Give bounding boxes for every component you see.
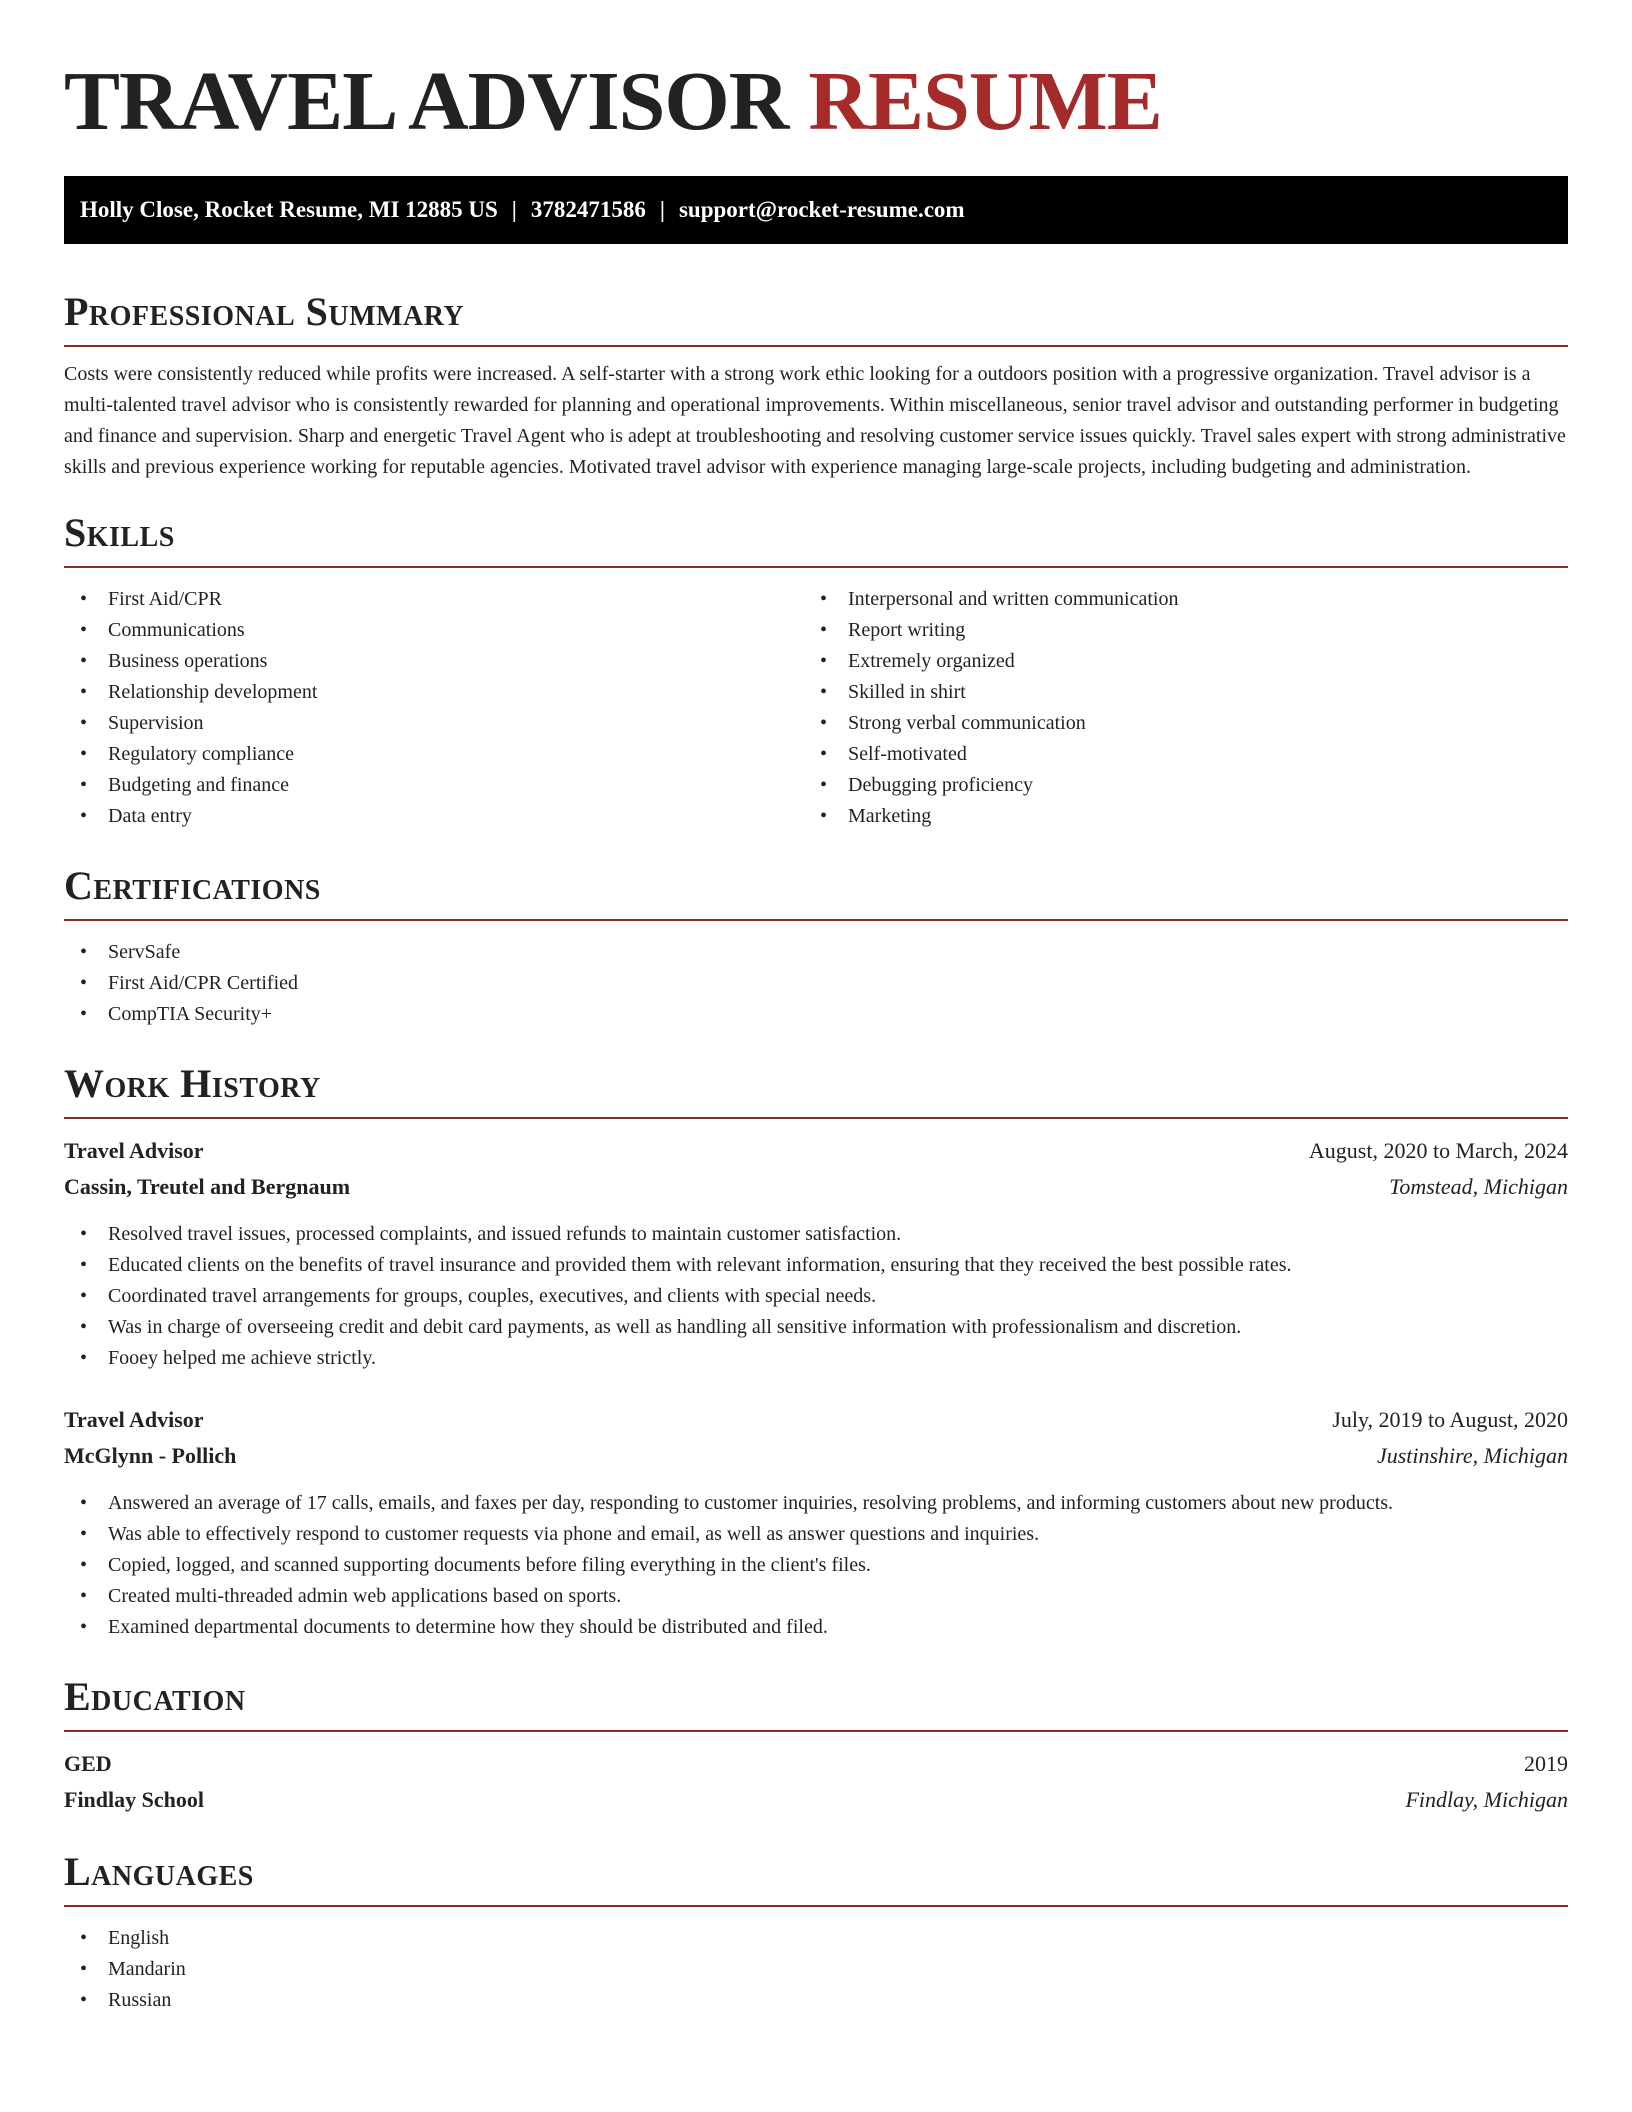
list-item: • CompTIA Security+ xyxy=(64,999,1568,1030)
list-item: • Business operations xyxy=(64,646,804,677)
title-accent: RESUME xyxy=(808,55,1162,148)
education-degree: GED xyxy=(64,1751,112,1776)
section-divider xyxy=(64,1730,1568,1732)
list-item: • Coordinated travel arrangements for groups, couples, executives, and clients with special needs. xyxy=(64,1281,1568,1312)
summary-section xyxy=(64,284,1568,483)
title-main: TRAVEL ADVISOR xyxy=(64,55,789,148)
skills-list-right xyxy=(804,584,1544,832)
list-item: • Examined departmental documents to determine how they should be distributed and filed. xyxy=(64,1612,1568,1643)
contact-bar xyxy=(64,176,1568,244)
list-item: • Strong verbal communication xyxy=(804,708,1544,739)
resume-content xyxy=(64,0,1568,2016)
section-heading: Skills xyxy=(64,510,175,555)
contact-separator: | xyxy=(659,197,665,222)
certifications-list xyxy=(64,937,1568,1030)
education-school-row xyxy=(64,1782,1568,1818)
list-item: • Educated clients on the benefits of travel insurance and provided them with relevant information, ensuring that they received the best possible rates. xyxy=(64,1250,1568,1281)
contact-separator: | xyxy=(511,197,517,222)
section-divider xyxy=(64,1117,1568,1119)
work-history-section xyxy=(64,1056,1568,1643)
job-entry xyxy=(64,1133,1568,1374)
certifications-section xyxy=(64,858,1568,1030)
list-item: • Self-motivated xyxy=(804,739,1544,770)
job-entry xyxy=(64,1402,1568,1643)
list-item: • English xyxy=(64,1923,1568,1954)
list-item: • Communications xyxy=(64,615,804,646)
education-entry xyxy=(64,1746,1568,1818)
list-item: • Resolved travel issues, processed complaints, and issued refunds to maintain customer satisfaction. xyxy=(64,1219,1568,1250)
list-item: • Fooey helped me achieve strictly. xyxy=(64,1343,1568,1374)
list-item: • ServSafe xyxy=(64,937,1568,968)
section-heading: Languages xyxy=(64,1849,254,1894)
list-item: • Created multi-threaded admin web applications based on sports. xyxy=(64,1581,1568,1612)
list-item: • Debugging proficiency xyxy=(804,770,1544,801)
list-item: • Answered an average of 17 calls, emails, and faxes per day, responding to customer inquiries, resolving problems, and informing customers about new products. xyxy=(64,1488,1568,1519)
education-school: Findlay School xyxy=(64,1787,204,1812)
section-heading: Certifications xyxy=(64,863,321,908)
list-item: • Report writing xyxy=(804,615,1544,646)
summary-text: Costs were consistently reduced while profits were increased. A self-starter with a strong work ethic looking for a outdoors position with a progressive organization. Travel advisor is a multi-talented travel advisor who is consistently rewarded for planning and operational improvements. Within miscellaneous, senior travel advisor and outstanding performer in budgeting and finance and supervision. Sharp and energetic Travel Agent who is adept at troubleshooting and resolving customer service issues quickly. Travel sales expert with strong administrative skills and previous experience working for reputable agencies. Motivated travel advisor with experience managing large-scale projects, including budgeting and administration. xyxy=(64,363,1566,478)
education-year: 2019 xyxy=(1524,1751,1568,1776)
list-item: • Extremely organized xyxy=(804,646,1544,677)
job-header-row xyxy=(64,1402,1568,1438)
job-dates: August, 2020 to March, 2024 xyxy=(1308,1138,1568,1163)
job-location: Justinshire, Michigan xyxy=(1376,1443,1568,1468)
job-company: Cassin, Treutel and Bergnaum xyxy=(64,1174,351,1199)
list-item: • Interpersonal and written communication xyxy=(804,584,1544,615)
job-bullets xyxy=(64,1488,1568,1643)
job-header-row xyxy=(64,1133,1568,1169)
list-item: • Relationship development xyxy=(64,677,804,708)
education-section xyxy=(64,1669,1568,1818)
job-title: Travel Advisor xyxy=(64,1138,204,1163)
list-item: • Mandarin xyxy=(64,1954,1568,1985)
section-divider xyxy=(64,919,1568,921)
job-location: Tomstead, Michigan xyxy=(1389,1174,1568,1199)
job-dates: July, 2019 to August, 2020 xyxy=(1332,1407,1568,1432)
section-divider xyxy=(64,345,1568,347)
languages-section xyxy=(64,1844,1568,2016)
section-divider xyxy=(64,566,1568,568)
skills-list-left xyxy=(64,584,804,832)
job-company-row xyxy=(64,1438,1568,1474)
list-item: • Skilled in shirt xyxy=(804,677,1544,708)
list-item: • Was able to effectively respond to customer requests via phone and email, as well as answer questions and inquiries. xyxy=(64,1519,1568,1550)
list-item: • Regulatory compliance xyxy=(64,739,804,770)
education-location: Findlay, Michigan xyxy=(1405,1787,1568,1812)
list-item: • Supervision xyxy=(64,708,804,739)
list-item: • Copied, logged, and scanned supporting documents before filing everything in the client's files. xyxy=(64,1550,1568,1581)
section-heading: Work History xyxy=(64,1061,321,1106)
resume-title xyxy=(64,0,1568,148)
list-item: • Data entry xyxy=(64,801,804,832)
languages-list xyxy=(64,1923,1568,2016)
list-item: • First Aid/CPR Certified xyxy=(64,968,1568,999)
list-item: • Marketing xyxy=(804,801,1544,832)
contact-email: support@rocket-resume.com xyxy=(678,197,965,222)
contact-phone: 3782471586 xyxy=(530,197,646,222)
section-divider xyxy=(64,1905,1568,1907)
job-company-row xyxy=(64,1169,1568,1205)
section-heading: Education xyxy=(64,1674,246,1719)
list-item: • First Aid/CPR xyxy=(64,584,804,615)
education-degree-row xyxy=(64,1746,1568,1782)
job-title: Travel Advisor xyxy=(64,1407,204,1432)
skills-section xyxy=(64,505,1568,832)
job-company: McGlynn - Pollich xyxy=(64,1443,237,1468)
section-heading: Professional Summary xyxy=(64,289,465,334)
list-item: • Russian xyxy=(64,1985,1568,2016)
contact-address: Holly Close, Rocket Resume, MI 12885 US xyxy=(80,197,498,222)
skills-columns xyxy=(64,584,1568,832)
job-bullets xyxy=(64,1219,1568,1374)
list-item: • Budgeting and finance xyxy=(64,770,804,801)
list-item: • Was in charge of overseeing credit and debit card payments, as well as handling all sensitive information with professionalism and discretion. xyxy=(64,1312,1568,1343)
